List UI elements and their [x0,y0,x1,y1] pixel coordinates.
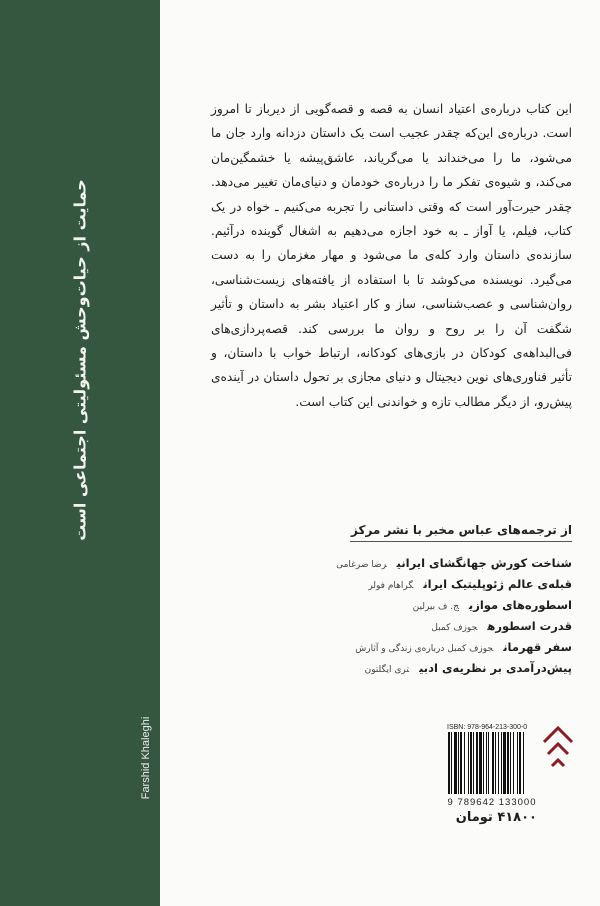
barcode-digits: 9 789642 133000 [447,797,537,808]
spine-panel [0,0,160,906]
cover-designer-credit: Farshid Khaleghi [140,716,152,800]
book-description: این کتاب درباره‌ی اعتیاد انسان به قصه و قصه‌گویی از دیرباز تا امروز است. درباره‌ی این‌که چقدر عجیب است یک داستان دزدانه وارد جان ما می‌شود، ما را می‌خنداند یا می‌گریاند، عاشق‌پیشه یا خشمگین‌مان می‌کند، و شیوه‌ی تفکر ما را درباره‌ی خودمان و دنیای‌مان تغییر می‌دهد. چقدر حیرت‌آور است که وقتی داستانی را تجربه می‌کنیم ـ خواه در یک کتاب، فیلم، یا آواز ـ به خود اجازه می‌دهیم به اشغال گوینده درآئیم. سازنده‌ی داستان وارد کله‌ی ما می‌شود و مهار مغزمان را به دست می‌گیرد. نویسنده می‌کوشد تا با استفاده از یافته‌های زیست‌شناسی، روان‌شناسی و عصب‌شناسی، ساز و کار اعتیاد بشر به داستان و تأثیر شگفت آن را بر روح و روان ما بررسی کند. قصه‌پردازی‌های فی‌البداهه‌ی کودکان در بازی‌های کودکانه، ارتباط خواب با داستان، و تأثیر فناوری‌های نوین دیجیتال و دنیای مجازی بر تحول داستان در آینده‌ی پیش‌رو، از دیگر مطالب تازه و خواندنی این کتاب است. [211,102,572,409]
book-author: جوزف کمبل درباره‌ی زندگی و آثارش [355,644,494,654]
spine-slogan: حمایت از حیات‌وحش مسئولیتی اجتماعی است [70,179,90,541]
barcode-icon [447,732,537,794]
book-title: قبله‌ی عالم ژئوپلیتیک ایران [423,577,572,591]
related-books-title: از ترجمه‌های عباس مخبر با نشر مرکز [350,523,572,542]
book-author: گراهام فولر [368,581,414,591]
book-title: اسطوره‌های موازی [468,598,572,612]
book-entry [300,636,572,657]
book-author: جوزف کمبل [431,623,478,633]
book-entry [300,615,572,636]
book-title: پیش‌درآمدی بر نظریه‌ی ادبی [419,661,572,675]
book-entry [300,657,572,678]
book-title: سفر قهرمان [503,640,572,654]
price-label: ۴۱۸۰۰ تومان [455,810,537,825]
book-title: شناخت کورش جهانگشای ایرانی [396,556,572,570]
book-author: رضا ضرغامی [336,560,387,570]
book-author: ج. ف بیرلین [412,602,459,612]
book-author: تری ایگلتون [364,665,410,675]
book-title: قدرت اسطوره [487,619,572,633]
book-entry [300,594,572,615]
book-entry [300,573,572,594]
publisher-logo-icon [542,726,574,774]
isbn-number: ISBN: 978-964-213-300-0 [447,724,528,731]
book-entry [300,552,572,573]
related-books-list [300,552,572,678]
